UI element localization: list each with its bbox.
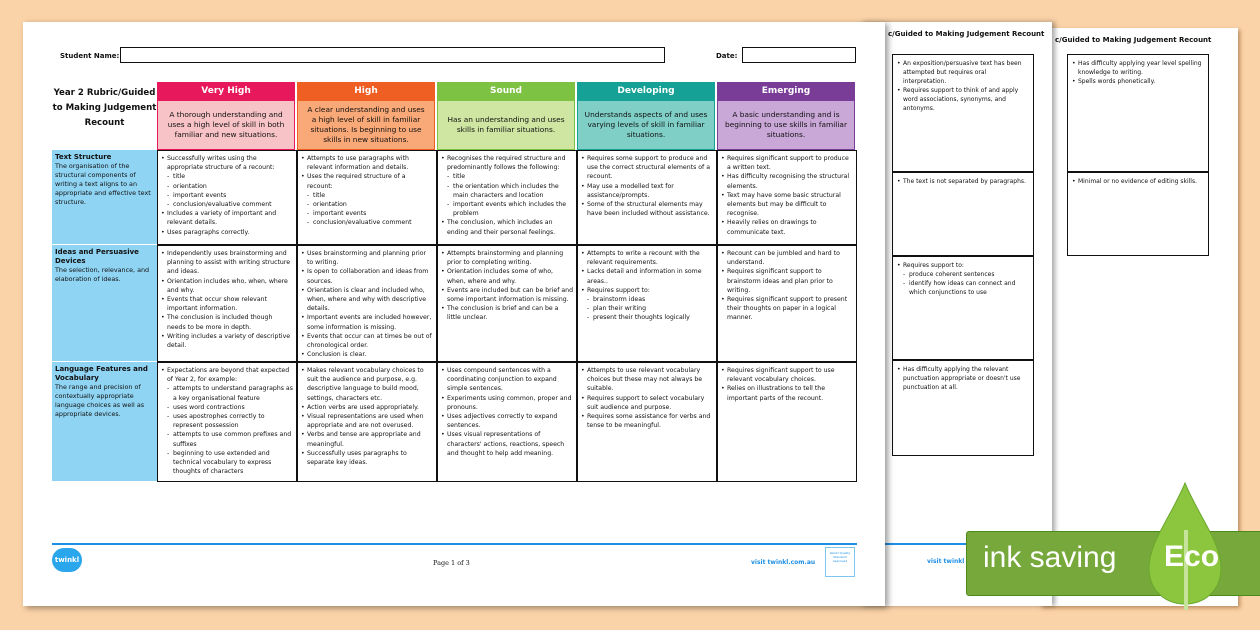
- sub-bullet-item: - identify how ideas can connect and which conjunctions to use: [897, 279, 1029, 297]
- rubric-cell: [892, 172, 1034, 256]
- bullet-item: • Spells words phonetically.: [1072, 77, 1204, 86]
- sub-bullet-item: - uses word contractions: [161, 403, 293, 412]
- rubric-cell: [892, 54, 1034, 172]
- bullet-item: • Requires significant support to present their thoughts on paper in a logical manner.: [721, 295, 853, 323]
- date-field[interactable]: [742, 47, 856, 63]
- twinkl-logo[interactable]: twinkl: [52, 548, 82, 572]
- bullet-item: • Recount can be jumbled and hard to understand.: [721, 249, 853, 267]
- quality-badge: twinkl Quality Standard Approved: [825, 547, 855, 577]
- bullet-item: • Uses visual representations of characters' actions, reactions, speech and thought to help add meaning.: [441, 430, 573, 458]
- bullet-item: • Events that occur can at times be out of chronological order.: [301, 332, 433, 350]
- bullet-item: • Requires significant support to brainstorm ideas and plan prior to writing.: [721, 267, 853, 295]
- bullet-item: • Relies on illustrations to tell the important parts of the recount.: [721, 384, 853, 402]
- sub-bullet-item: - attempts to use common prefixes and suffixes: [161, 430, 293, 448]
- bullet-item: • May use a modelled text for assistance/prompts.: [581, 182, 713, 200]
- bullet-item: • Makes relevant vocabulary choices to suit the audience and purpose, e.g. descriptive language to build mood, settings, characters etc.: [301, 366, 433, 403]
- level-description: A thorough understanding and uses a high level of skill in both familiar and new situations.: [157, 100, 295, 150]
- bullet-item: • Text may have some basic structural elements but may be difficult to recognise.: [721, 191, 853, 219]
- rubric-cell: [437, 362, 577, 482]
- bullet-item: • Verbs and tense are appropriate and meaningful.: [301, 430, 433, 448]
- bullet-item: • Events are included but can be brief and some important information is missing.: [441, 286, 573, 304]
- page-2-title: c/Guided to Making Judgement Recount: [888, 30, 1045, 38]
- bullet-list: [1072, 59, 1204, 86]
- bullet-list: [161, 154, 293, 237]
- rubric-cell: [157, 245, 297, 362]
- bullet-item: • Visual representations are used when appropriate and are not overused.: [301, 412, 433, 430]
- rubric-cell: [717, 245, 857, 362]
- bullet-item: • Requires support to:: [897, 261, 1029, 270]
- sub-bullet-item: - produce coherent sentences: [897, 270, 1029, 279]
- sub-bullet-item: - orientation: [301, 200, 433, 209]
- level-header-sound: Sound: [437, 82, 575, 100]
- bullet-item: • The text is not separated by paragraphs.: [897, 177, 1029, 186]
- bullet-item: • Uses paragraphs correctly.: [161, 228, 293, 237]
- bullet-item: • Expectations are beyond that expected of Year 2, for example:: [161, 366, 293, 384]
- bullet-item: • Orientation is clear and included who, when, where and why with descriptive details.: [301, 286, 433, 314]
- bullet-list: [301, 154, 433, 228]
- sub-bullet-item: - important events: [161, 191, 293, 200]
- bullet-item: • Independently uses brainstorming and planning to assist with writing structure and ideas.: [161, 249, 293, 277]
- bullet-list: [301, 366, 433, 467]
- sub-bullet-item: - beginning to use extended and technical vocabulary to express thoughts of characters: [161, 449, 293, 477]
- level-header-emerging: Emerging: [717, 82, 855, 100]
- level-description: Has an understanding and uses skills in familiar situations.: [437, 100, 575, 150]
- level-description: Understands aspects of and uses varying levels of skill in familiar situations.: [577, 100, 715, 150]
- criterion-cell: [52, 150, 157, 244]
- bullet-item: • Requires significant support to use relevant vocabulary choices.: [721, 366, 853, 384]
- bullet-list: [441, 154, 573, 237]
- rubric-cell: [892, 360, 1034, 456]
- bullet-item: • Has difficulty applying the relevant punctuation appropriate or doesn't use punctuation at all.: [897, 365, 1029, 392]
- bullet-list: [1072, 177, 1204, 186]
- bullet-item: • Conclusion is clear.: [301, 350, 433, 359]
- bullet-list: [897, 59, 1029, 113]
- sub-bullet-item: - conclusion/evaluative comment: [161, 200, 293, 209]
- sub-bullet-item: - title: [161, 172, 293, 181]
- bullet-list: [897, 365, 1029, 392]
- footer-line: [52, 543, 857, 545]
- rubric-cell: [717, 150, 857, 245]
- bullet-item: • Attempts to use paragraphs with relevant information and details.: [301, 154, 433, 172]
- page-1: [23, 22, 885, 606]
- bullet-item: • Requires support to think of and apply word associations, synonyms, and antonyms.: [897, 86, 1029, 113]
- bullet-list: [897, 177, 1029, 186]
- criterion-title: Ideas and Persuasive Devices: [55, 248, 139, 265]
- footer-link[interactable]: visit twinkl.com.au: [751, 559, 816, 566]
- bullet-item: • Successfully uses paragraphs to separate key ideas.: [301, 449, 433, 467]
- sub-bullet-item: - conclusion/evaluative comment: [301, 218, 433, 227]
- student-name-field[interactable]: [120, 47, 665, 63]
- bullet-item: • Includes a variety of important and relevant details.: [161, 209, 293, 227]
- level-header-developing: Developing: [577, 82, 715, 100]
- page-number: Page 1 of 3: [433, 559, 470, 567]
- bullet-item: • Recognises the required structure and predominantly follows the following:: [441, 154, 573, 172]
- rubric-cell: [577, 362, 717, 482]
- bullet-item: • Events that occur show relevant important information.: [161, 295, 293, 313]
- rubric-cell: [1067, 54, 1209, 172]
- sub-bullet-item: - title: [441, 172, 573, 181]
- bullet-item: • Attempts to use relevant vocabulary choices but these may not always be suitable.: [581, 366, 713, 394]
- criterion-cell: [52, 362, 157, 481]
- student-name-label: Student Name:: [60, 52, 120, 60]
- bullet-item: • Attempts brainstorming and planning prior to completing writing.: [441, 249, 573, 267]
- level-description: A basic understanding and is beginning to use skills in familiar situations.: [717, 100, 855, 150]
- bullet-item: • Some of the structural elements may have been included without assistance.: [581, 200, 713, 218]
- level-header-high: High: [297, 82, 435, 100]
- sub-bullet-item: - orientation: [161, 182, 293, 191]
- bullet-list: [581, 366, 713, 430]
- bullet-list: [161, 249, 293, 350]
- bullet-list: [581, 154, 713, 218]
- bullet-item: • Action verbs are used appropriately.: [301, 403, 433, 412]
- sub-bullet-item: - attempts to understand paragraphs as a key organisational feature: [161, 384, 293, 402]
- bullet-list: [161, 366, 293, 476]
- bullet-list: [581, 249, 713, 323]
- bullet-item: • Experiments using common, proper and pronouns.: [441, 394, 573, 412]
- sub-bullet-item: - present their thoughts logically: [581, 313, 713, 322]
- bullet-item: • Requires significant support to produce a written text.: [721, 154, 853, 172]
- bullet-item: • Successfully writes using the appropriate structure of a recount:: [161, 154, 293, 172]
- bullet-item: • Requires support to:: [581, 286, 713, 295]
- sub-bullet-item: - title: [301, 191, 433, 200]
- bullet-item: • Requires some assistance for verbs and tense to be meaningful.: [581, 412, 713, 430]
- bullet-item: • The conclusion is brief and can be a little unclear.: [441, 304, 573, 322]
- criterion-cell: [52, 245, 157, 361]
- page-3-title: c/Guided to Making Judgement Recount: [1055, 36, 1212, 44]
- bullet-item: • Has difficulty applying year level spelling knowledge to writing.: [1072, 59, 1204, 77]
- bullet-list: [441, 366, 573, 458]
- rubric-cell: [577, 150, 717, 245]
- bullet-item: • Has difficulty recognising the structural elements.: [721, 172, 853, 190]
- rubric-title: Year 2 Rubric/Guided to Making Judgement Recount: [52, 88, 157, 128]
- bullet-item: • Minimal or no evidence of editing skills.: [1072, 177, 1204, 186]
- page-2-preview: [860, 22, 1052, 606]
- rubric-cell: [437, 245, 577, 362]
- criterion-description: The organisation of the structural components of writing a text aligns to an appropriate and effective text structure.: [55, 162, 151, 206]
- rubric-cell: [157, 362, 297, 482]
- bullet-list: [721, 366, 853, 403]
- bullet-item: • Requires some support to produce and use the correct structural elements of a recount.: [581, 154, 713, 182]
- sub-bullet-item: - uses apostrophes correctly to represent possession: [161, 412, 293, 430]
- rubric-cell: [892, 256, 1034, 360]
- bullet-item: • The conclusion, which includes an ending and their personal feelings.: [441, 218, 573, 236]
- bullet-item: • Writing includes a variety of descriptive detail.: [161, 332, 293, 350]
- criterion-title: Text Structure: [55, 153, 112, 161]
- sub-bullet-item: - important events which includes the problem: [441, 200, 573, 218]
- footer-link[interactable]: visit twinkl: [927, 558, 965, 565]
- bullet-list: [721, 154, 853, 237]
- bullet-item: • Requires support to select vocabulary suit audience and purpose.: [581, 394, 713, 412]
- rubric-cell: [297, 245, 437, 362]
- ink-saving-text: ink saving: [983, 541, 1117, 574]
- rubric-cell: [717, 362, 857, 482]
- bullet-item: • An exposition/persuasive text has been attempted but requires oral interpretation.: [897, 59, 1029, 86]
- bullet-item: • Orientation includes who, when, where and why.: [161, 277, 293, 295]
- bullet-item: • Uses the required structure of a recount:: [301, 172, 433, 190]
- date-label: Date:: [716, 52, 738, 60]
- bullet-list: [721, 249, 853, 323]
- rubric-cell: [577, 245, 717, 362]
- level-description: A clear understanding and uses a high level of skill in familiar situations. Is beginning to use skills in new situations.: [297, 100, 435, 150]
- level-header-very-high: Very High: [157, 82, 295, 100]
- bullet-list: [897, 261, 1029, 297]
- bullet-item: • Orientation includes some of who, when, where and why.: [441, 267, 573, 285]
- sub-bullet-item: - important events: [301, 209, 433, 218]
- rubric-cell: [437, 150, 577, 245]
- bullet-item: • Heavily relies on drawings to communicate text.: [721, 218, 853, 236]
- bullet-item: • Uses compound sentences with a coordinating conjunction to expand simple sentences.: [441, 366, 573, 394]
- rubric-cell: [1067, 172, 1209, 256]
- sub-bullet-item: - brainstorm ideas: [581, 295, 713, 304]
- criterion-description: The selection, relevance, and elaboration of ideas.: [55, 266, 150, 283]
- rubric-cell: [297, 150, 437, 245]
- sub-bullet-item: - the orientation which includes the main characters and location: [441, 182, 573, 200]
- sub-bullet-item: - plan their writing: [581, 304, 713, 313]
- bullet-item: • Attempts to write a recount with the relevant requirements.: [581, 249, 713, 267]
- rubric-cell: [297, 362, 437, 482]
- criterion-description: The range and precision of contextually appropriate language choices as well as appropriate devices.: [55, 383, 145, 418]
- rubric-cell: [157, 150, 297, 245]
- bullet-item: • Important events are included however, some information is missing.: [301, 313, 433, 331]
- criterion-title: Language Features and Vocabulary: [55, 365, 148, 382]
- bullet-list: [441, 249, 573, 323]
- bullet-item: • Is open to collaboration and ideas from sources.: [301, 267, 433, 285]
- bullet-item: • The conclusion is included though needs to be more in depth.: [161, 313, 293, 331]
- bullet-item: • Uses adjectives correctly to expand sentences.: [441, 412, 573, 430]
- bullet-list: [301, 249, 433, 359]
- bullet-item: • Uses brainstorming and planning prior to writing.: [301, 249, 433, 267]
- bullet-item: • Lacks detail and information in some areas..: [581, 267, 713, 285]
- eco-label: Eco: [1164, 540, 1220, 573]
